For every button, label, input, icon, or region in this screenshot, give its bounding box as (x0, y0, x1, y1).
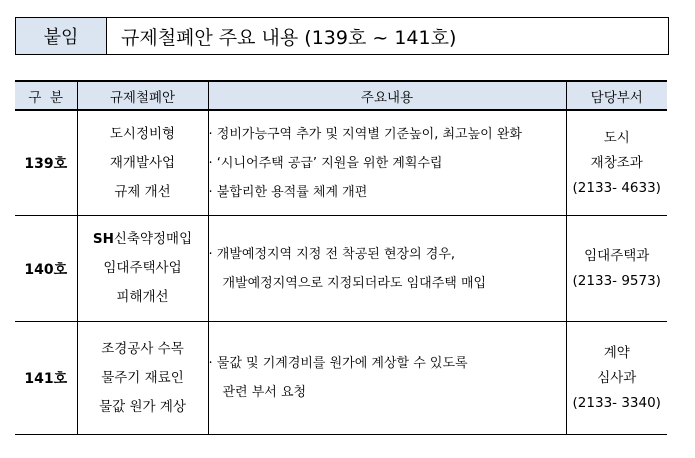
row-number: 140호 (15, 216, 77, 322)
department (566, 322, 667, 435)
table-row (15, 110, 667, 216)
attachment-tag: 붙임 (16, 18, 107, 54)
content-item-continued: 관련 부서 요청 (222, 385, 307, 400)
department-line: 심사과 (597, 369, 637, 386)
sh-prefix: SH (92, 231, 114, 247)
proposal-line (78, 225, 208, 254)
department-line: 계약 (603, 344, 630, 361)
proposal-line: 임대주택사업 (103, 260, 182, 276)
department-phone: (2133- 3340) (572, 394, 661, 411)
proposal-line: 재개발사업 (109, 154, 176, 171)
department (566, 216, 667, 322)
content-item: · 물값 및 기계경비를 원가에 계상할 수 있도록 (208, 356, 468, 371)
proposal-name (77, 110, 208, 216)
content-item: · 불합리한 용적률 체계 개편 (208, 184, 368, 200)
department-phone: (2133- 4633) (572, 179, 661, 196)
department-line: 도시 (603, 129, 630, 146)
table-row (15, 216, 667, 322)
proposal-name (77, 322, 208, 435)
header-department: 담당부서 (566, 81, 667, 110)
header-content: 주요내용 (208, 81, 566, 110)
header-proposal: 규제철폐안 (77, 81, 208, 110)
proposal-line: 피해개선 (116, 289, 169, 305)
proposal-line: 도시정비형 (109, 125, 176, 142)
content-item: · 개발예정지역 지정 전 착공된 현장의 경우, (208, 246, 456, 262)
content-item: · 정비가능구역 추가 및 지역별 기준높이, 최고높이 완화 (208, 126, 522, 142)
proposal-line: 규제 개선 (114, 183, 171, 200)
proposal-line: 조경공사 수목 (101, 340, 184, 357)
main-content (208, 322, 566, 435)
title-box (15, 17, 669, 55)
proposal-name (77, 216, 208, 322)
department-line: 임대주택과 (584, 247, 650, 264)
row-number: 141호 (15, 322, 77, 435)
proposal-line: 물값 원가 계상 (99, 398, 186, 415)
proposal-line-text: 신축약정매입 (113, 231, 193, 247)
department-line: 재창조과 (590, 154, 643, 171)
content-item-continued: 개발예정지역으로 지정되더라도 임대주택 매입 (222, 275, 487, 291)
content-item: · ‘시니어주택 공급’ 지원을 위한 계획수립 (208, 155, 443, 171)
table-row (15, 322, 667, 435)
department-phone: (2133- 9573) (572, 272, 661, 289)
proposal-line: 물주기 재료인 (101, 369, 184, 386)
main-content (208, 110, 566, 216)
page-title: 규제철폐안 주요 내용 (139호 ~ 141호) (121, 26, 457, 49)
main-content (208, 216, 566, 322)
row-number: 139호 (15, 110, 77, 216)
table-header-row (15, 81, 667, 110)
regulation-table (15, 80, 667, 435)
header-category: 구 분 (15, 81, 77, 110)
department (566, 110, 667, 216)
